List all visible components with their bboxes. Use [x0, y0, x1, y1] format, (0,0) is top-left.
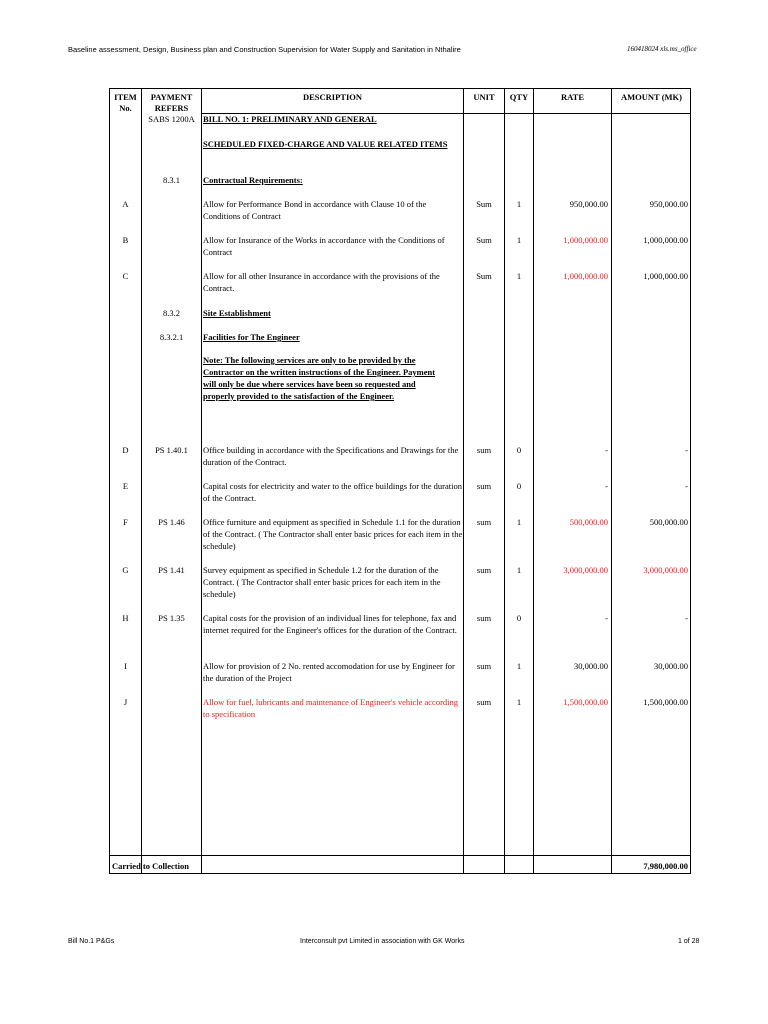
item-letter: C — [122, 271, 129, 281]
item-rate: 1,000,000.00 — [563, 235, 608, 245]
footer-bill-name: Bill No.1 P&Gs — [68, 938, 115, 945]
item-amount: 30,000.00 — [654, 661, 688, 671]
item-amount: 950,000.00 — [649, 199, 688, 209]
item-rate: 950,000.00 — [569, 199, 608, 209]
header-unit: UNIT — [473, 92, 495, 102]
item-payment-ref: PS 1.35 — [158, 613, 185, 623]
header-payment: PAYMENT REFERS — [150, 92, 193, 113]
item-description: Allow for fuel, lubricants and maintenance of Engineer's vehicle according to specification — [203, 697, 459, 719]
item-qty: 1 — [516, 517, 522, 527]
item-qty: 1 — [516, 271, 522, 281]
item-qty: 0 — [516, 445, 522, 455]
item-description: Office furniture and equipment as specified in Schedule 1.1 for the duration of the Contract. ( The Contractor shall enter basic prices for each item in the schedule) — [203, 517, 463, 551]
item-letter: E — [122, 481, 129, 491]
item-rate: 1,500,000.00 — [563, 697, 608, 707]
section-heading: Facilities for The Engineer — [203, 332, 300, 342]
item-unit: Sum — [476, 199, 492, 209]
item-qty: 1 — [516, 565, 522, 575]
item-unit: sum — [476, 613, 492, 623]
item-qty: 0 — [516, 613, 522, 623]
item-qty: 1 — [516, 199, 522, 209]
carried-to-collection-label: Carried to Collection — [112, 861, 189, 871]
header-rate: RATE — [561, 92, 584, 102]
item-description: Survey equipment as specified in Schedule 1.2 for the duration of the Contract. ( The Contractor shall enter basic prices for each item in the schedule) — [203, 565, 441, 599]
item-letter: H — [122, 613, 129, 623]
item-rate: - — [605, 445, 608, 455]
header-description: DESCRIPTION — [302, 92, 363, 102]
item-description: Allow for all other Insurance in accordance with the provisions of the Contract. — [203, 271, 440, 293]
item-payment-ref: PS 1.40.1 — [155, 445, 188, 455]
item-unit: Sum — [476, 271, 492, 281]
carried-to-collection-total: 7,980,000.00 — [643, 861, 688, 871]
item-letter: G — [122, 565, 129, 575]
item-qty: 1 — [516, 661, 522, 671]
item-amount: 1,000,000.00 — [643, 271, 688, 281]
column-divider — [141, 89, 142, 873]
item-rate: 3,000,000.00 — [563, 565, 608, 575]
section-heading: Site Establishment — [203, 308, 271, 318]
section-ref: 8.3.1 — [163, 175, 180, 185]
item-rate: - — [605, 613, 608, 623]
item-unit: sum — [476, 517, 492, 527]
item-amount: 1,000,000.00 — [643, 235, 688, 245]
footer-company: Interconsult pvt Limited in association with GK Works — [300, 938, 465, 945]
item-rate: 500,000.00 — [569, 517, 608, 527]
total-divider — [110, 855, 690, 856]
section-ref: 8.3.2.1 — [159, 332, 184, 342]
bill-title: BILL NO. 1: PRELIMINARY AND GENERAL — [203, 114, 377, 124]
header-qty: QTY — [509, 92, 529, 102]
item-unit: sum — [476, 661, 492, 671]
item-amount: 3,000,000.00 — [643, 565, 688, 575]
section-ref: 8.3.2 — [163, 308, 180, 318]
item-description: Allow for Insurance of the Works in accordance with the Conditions of Contract — [203, 235, 445, 257]
item-letter: J — [123, 697, 128, 707]
item-letter: B — [122, 235, 129, 245]
item-payment-ref: PS 1.46 — [158, 517, 185, 527]
item-amount: - — [685, 481, 688, 491]
item-letter: A — [122, 199, 129, 209]
item-description: Office building in accordance with the Specifications and Drawings for the duration of the Contract. — [203, 445, 459, 467]
item-letter: I — [124, 661, 127, 671]
item-qty: 1 — [516, 235, 522, 245]
item-qty: 0 — [516, 481, 522, 491]
column-divider — [201, 89, 202, 873]
item-amount: 500,000.00 — [649, 517, 688, 527]
item-amount: - — [685, 613, 688, 623]
engineer-note: Note: The following services are only to be provided by the Contractor on the written instructions of the Engineer. Payment will only be due where services have been so requested and properly provided to the satisfaction of the Engineer. — [203, 355, 436, 401]
item-qty: 1 — [516, 697, 522, 707]
sabs-reference: SABS 1200A — [148, 114, 195, 124]
item-description: Allow for provision of 2 No. rented accomodation for use by Engineer for the duration of the Project — [203, 661, 455, 683]
item-description: Capital costs for electricity and water to the office buildings for the duration of the Contract. — [203, 481, 463, 503]
item-unit: sum — [476, 565, 492, 575]
footer-page-number: 1 of 28 — [678, 938, 700, 945]
page-header-right: 160418024 xls.ms_office — [627, 45, 697, 53]
item-letter: D — [122, 445, 129, 455]
item-letter: F — [123, 517, 128, 527]
item-amount: 1,500,000.00 — [643, 697, 688, 707]
item-rate: 1,000,000.00 — [563, 271, 608, 281]
item-payment-ref: PS 1.41 — [158, 565, 185, 575]
item-amount: - — [685, 445, 688, 455]
page-header-left: Baseline assessment, Design, Business plan and Construction Supervision for Water Supply and Sanitation in Nthalire — [68, 45, 461, 54]
item-unit: Sum — [476, 235, 492, 245]
bill-table — [109, 88, 691, 874]
item-rate: 30,000.00 — [574, 661, 608, 671]
header-item: ITEM No. — [114, 92, 137, 113]
item-description: Capital costs for the provision of an individual lines for telephone, fax and internet required for the Engineer's offices for the duration of the Contract. — [203, 613, 457, 635]
section-heading: Contractual Requirements: — [203, 175, 303, 185]
item-unit: sum — [476, 697, 492, 707]
item-description: Allow for Performance Bond in accordance with Clause 10 of the Conditions of Contract — [203, 199, 427, 221]
item-unit: sum — [476, 481, 492, 491]
section-title: SCHEDULED FIXED-CHARGE AND VALUE RELATED ITEMS — [203, 139, 448, 149]
item-rate: - — [605, 481, 608, 491]
header-amount: AMOUNT (MK) — [621, 92, 682, 102]
item-unit: sum — [476, 445, 492, 455]
